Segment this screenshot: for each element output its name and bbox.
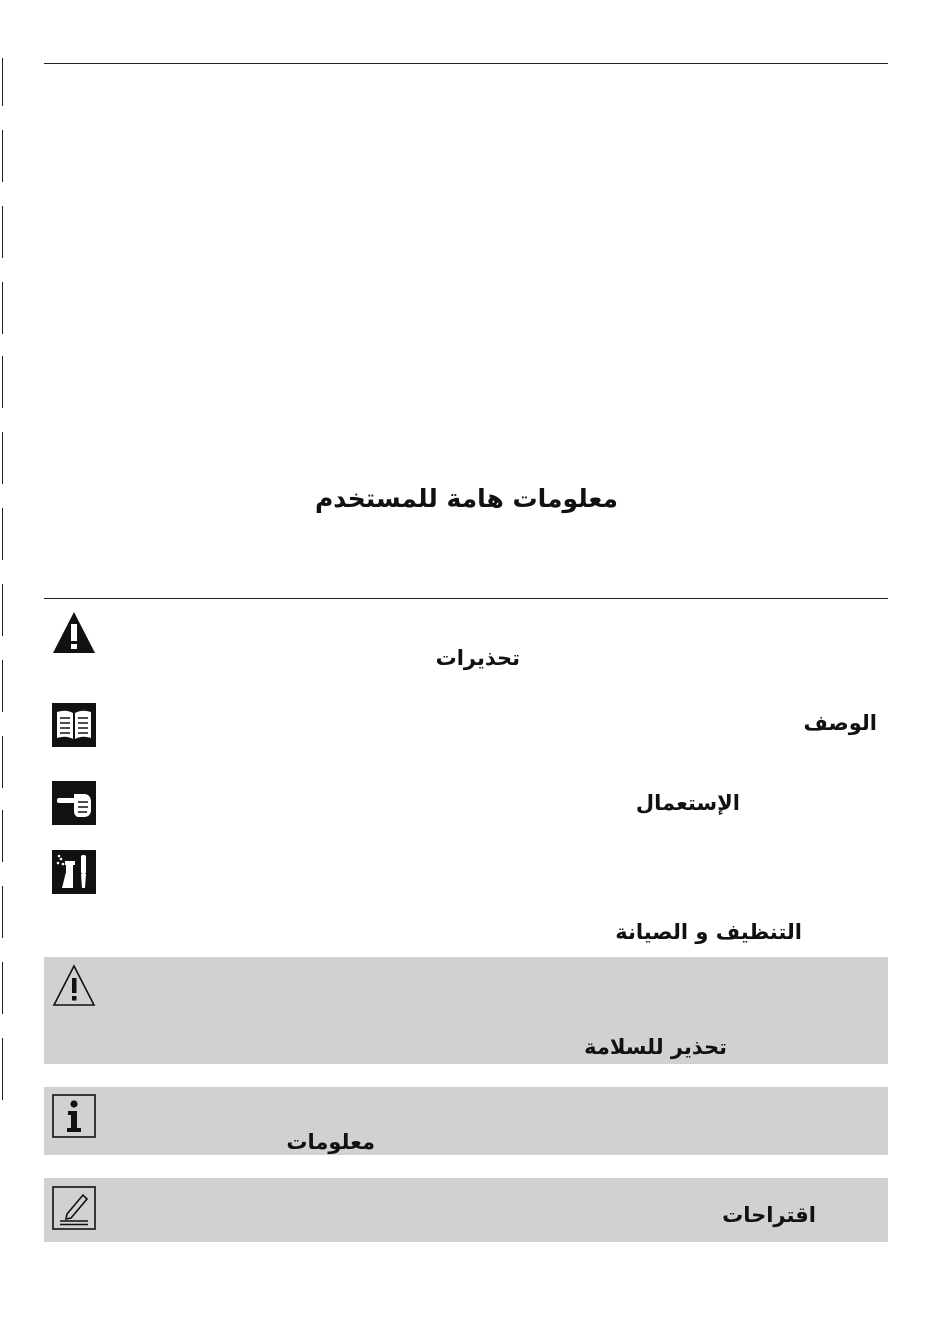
safety-warning-label: تحذير للسلامة (584, 1035, 727, 1059)
warning-outline-icon (52, 963, 96, 1007)
legend-cleaning-label: التنظيف و الصيانة (615, 920, 802, 944)
legend-use-label: الإستعمال (635, 791, 740, 815)
page-title: معلومات هامة للمستخدم (314, 484, 618, 513)
pointing-hand-icon (52, 781, 96, 825)
info-icon (52, 1094, 96, 1138)
legend-warnings-label: تحذيرات (435, 646, 520, 670)
spray-brush-icon (52, 850, 96, 894)
information-box (44, 1087, 888, 1155)
open-book-icon (52, 703, 96, 747)
pencil-note-icon (52, 1186, 96, 1230)
section-rule (44, 598, 888, 599)
safety-warning-box (44, 957, 888, 1064)
legend-description-label: الوصف (803, 711, 877, 735)
information-label: معلومات (286, 1130, 375, 1154)
suggestions-label: اقتراحات (722, 1203, 816, 1227)
warning-triangle-icon (52, 610, 96, 654)
top-rule (44, 63, 888, 64)
